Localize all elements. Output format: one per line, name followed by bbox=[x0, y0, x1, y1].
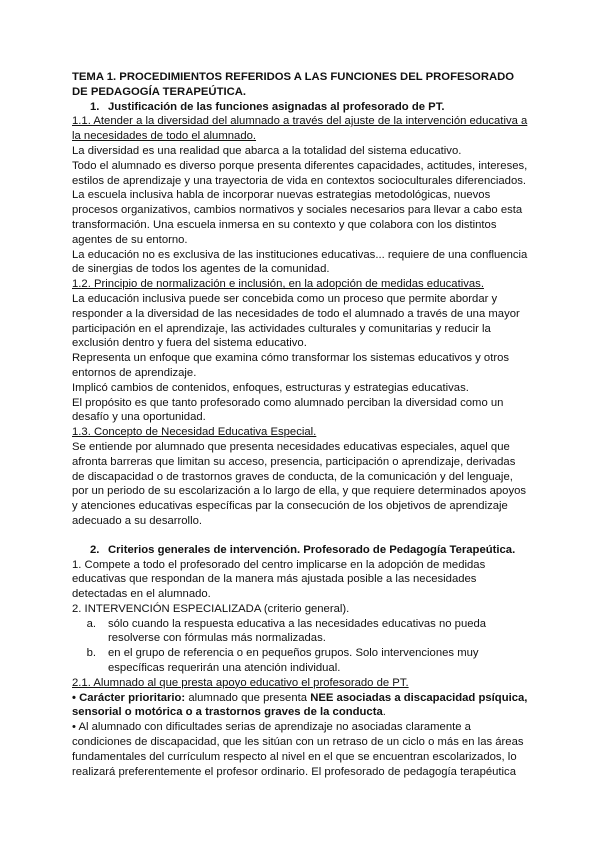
subsection-1-1-heading: 1.1. Atender a la diversidad del alumnado a través del ajuste de la intervención educativa a la necesidades de todo el alumnado. bbox=[72, 115, 528, 143]
section-1-number: 1. bbox=[90, 100, 100, 113]
bullet-emphasis: NEE asociadas a discapacidad psíquica, sensorial o motórica o a trastornos graves de la conducta bbox=[72, 691, 528, 719]
especializada-caps: 2. INTERVENCIÓN ESPECIALIZADA bbox=[72, 602, 261, 615]
paragraph: La diversidad es una realidad que abarca a la totalidad del sistema educativo. bbox=[72, 144, 462, 157]
subsection-2-1-heading: 2.1. Alumnado al que presta apoyo educativo el profesorado de PT. bbox=[72, 676, 409, 689]
list-marker: a. bbox=[86, 617, 96, 630]
list-item-text: en el grupo de referencia o en pequeños grupos. Solo intervenciones muy específicas requerirán una atención individual. bbox=[108, 647, 479, 675]
list-marker: b. bbox=[86, 647, 96, 660]
subsection-1-2-heading: 1.2. Principio de normalización e inclusión, en la adopción de medidas educativas. bbox=[72, 278, 484, 291]
paragraph: Todo el alumnado es diverso porque presenta diferentes capacidades, actitudes, intereses, estilos de aprendizaje y una trayectoria de vida en contextos socioculturales diferenciados. bbox=[72, 159, 528, 187]
list-item bbox=[72, 646, 528, 676]
section-1-heading bbox=[72, 100, 528, 115]
section-1-heading-text: Justificación de las funciones asignadas al profesorado de PT. bbox=[108, 100, 445, 113]
paragraph: El propósito es que tanto profesorado como alumnado perciban la diversidad como un desafío y una oportunidad. bbox=[72, 396, 504, 424]
list-item bbox=[72, 617, 528, 647]
paragraph: La educación inclusiva puede ser concebida como un proceso que permite abordar y responder a la diversidad de las necesidades de todo el alumnado a través de una mayor participación en el aprendizaje, las actividades culturales y comunitarias y reducir la exclusión dentro y fuera del sistema educativo. bbox=[72, 292, 520, 350]
bullet-paragraph bbox=[72, 691, 528, 721]
subsection-1-3-heading: 1.3. Concepto de Necesidad Educativa Especial. bbox=[72, 426, 317, 439]
section-2-number: 2. bbox=[90, 543, 100, 556]
bullet-label: • Carácter prioritario: bbox=[72, 691, 186, 704]
paragraph: Representa un enfoque que examina cómo transformar los sistemas educativos y otros entornos de aprendizaje. bbox=[72, 352, 510, 379]
paragraph: Se entiende por alumnado que presenta necesidades educativas especiales, aquel que afronta barreras que limitan su acceso, presencia, participación o aprendizaje, derivadas de discapacidad o de trastornos graves de conducta, de la comunicación y del lenguaje, por un periodo de su escolarización a lo largo de ella, y que requiere determinados apoyos y atenciones educativas específicas par la consecución de los objetivos de aprendizaje adecuado a su desarrollo. bbox=[72, 440, 527, 527]
section-2-heading-text: Criterios generales de intervención. Profesorado de Pedagogía Terapeútica. bbox=[108, 543, 516, 556]
bullet-end: . bbox=[382, 706, 386, 719]
paragraph bbox=[72, 602, 528, 617]
document-title: TEMA 1. PROCEDIMIENTOS REFERIDOS A LAS FUNCIONES DEL PROFESORADO DE PEDAGOGÍA TERAPEÚTICA. bbox=[72, 71, 515, 98]
section-2-heading bbox=[72, 543, 528, 558]
bullet-text: alumnado que presenta bbox=[185, 691, 311, 704]
paragraph: La educación no es exclusiva de las instituciones educativas... requiere de una confluencia de sinergias de todos los agentes de la comunidad. bbox=[72, 248, 528, 276]
list-item-text: sólo cuando la respuesta educativa a las necesidades educativas no pueda resolverse con fórmulas más normalizadas. bbox=[108, 617, 487, 645]
especializada-rest: (criterio general). bbox=[260, 602, 350, 615]
blank-line bbox=[72, 529, 528, 543]
paragraph: La escuela inclusiva habla de incorporar nuevas estrategias metodológicas, nuevos procesos organizativos, cambios normativos y sociales necesarios para llevar a cabo esta transformación. Una escuela inmersa en su contexto y que colabora con los distintos agentes de su entorno. bbox=[72, 189, 523, 246]
bullet-paragraph: • Al alumnado con dificultades serias de aprendizaje no asociadas claramente a condiciones de discapacidad, que les sitúan con un retraso de un ciclo o más en las áreas fundamentales del currículum respecto al nivel en el que se encuentran escolarizados, lo realizará preferentemente el profesor ordinario. El profesorado de pedagogía terapéutica bbox=[72, 721, 524, 778]
paragraph: 1. Compete a todo el profesorado del centro implicarse en la adopción de medidas educativas que respondan de la manera más ajustada posible a las necesidades detectadas en el alumnado. bbox=[72, 558, 486, 601]
paragraph: Implicó cambios de contenidos, enfoques, estructuras y estrategias educativas. bbox=[72, 381, 469, 394]
